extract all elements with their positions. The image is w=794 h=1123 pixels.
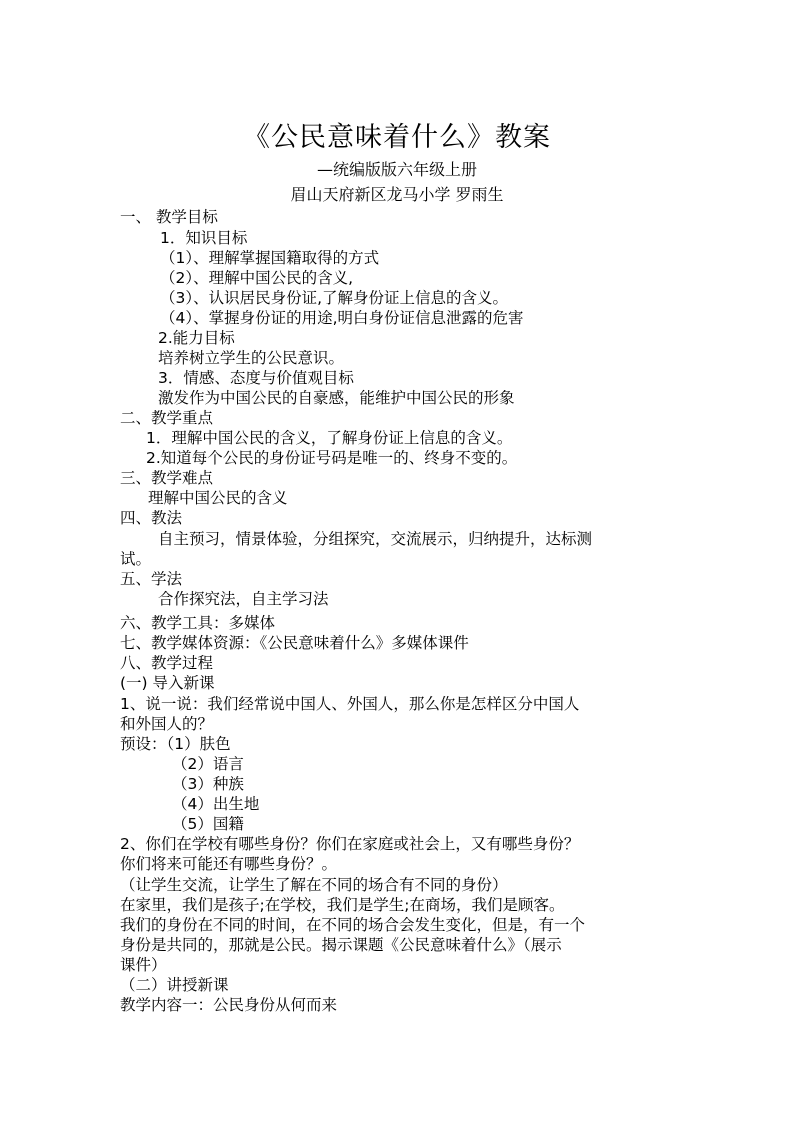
author-line: 眉山天府新区龙马小学 罗雨生 (290, 185, 504, 204)
section-8-heading: 八、教学过程 (120, 654, 214, 672)
key-point-2: 2.知道每个公民的身份证号码是唯一的、终身不变的。 (146, 449, 518, 467)
difficulty-point: 理解中国公民的含义 (148, 489, 288, 507)
knowledge-goal-2: （2）、理解中国公民的含义, (160, 269, 354, 287)
section-3-heading: 三、教学难点 (120, 469, 214, 487)
section-5-heading: 五、学法 (120, 570, 183, 588)
question-1-line-1: 1、说一说：我们经常说中国人、外国人，那么你是怎样区分中国人 (120, 695, 580, 713)
teaching-method-line-2: 试。 (120, 550, 152, 568)
part-1-heading: (一) 导入新课 (120, 674, 215, 692)
paragraph-line-4: 课件） (120, 956, 167, 974)
part-2-heading: （二）讲授新课 (120, 976, 229, 994)
teaching-method-line-1: 自主预习，情景体验，分组探究，交流展示，归纳提升，达标测 (158, 530, 593, 548)
knowledge-goal-1: （1）、理解掌握国籍取得的方式 (160, 249, 380, 267)
knowledge-goal-title: 1．知识目标 (160, 229, 248, 247)
ability-goal-text: 培养树立学生的公民意识。 (158, 349, 345, 367)
section-6-tools: 六、教学工具：多媒体 (120, 614, 276, 632)
question-1-line-2: 和外国人的？ (120, 715, 214, 733)
section-4-heading: 四、教法 (120, 509, 183, 527)
question-2-line-2: 你们将来可能还有哪些身份？。 (120, 855, 338, 873)
preset-answer-3: （3）种族 (172, 775, 244, 793)
knowledge-goal-4: （4）、掌握身份证的用途,明白身份证信息泄露的危害 (160, 309, 524, 327)
question-2-line-1: 2、你们在学校有哪些身份？你们在家庭或社会上，又有哪些身份？ (120, 835, 580, 853)
emotion-goal-title: 3．情感、态度与价值观目标 (158, 369, 354, 387)
key-point-1: 1．理解中国公民的含义，了解身份证上信息的含义。 (146, 429, 513, 447)
preset-answer-4: （4）出生地 (172, 795, 260, 813)
document-title: 《公民意味着什么》教案 (243, 122, 551, 153)
preset-answer-1: 预设：（1）肤色 (120, 735, 231, 753)
emotion-goal-text: 激发作为中国公民的自豪感，能维护中国公民的形象 (158, 389, 515, 407)
preset-answer-5: （5）国籍 (172, 815, 244, 833)
paragraph-line-1: 在家里，我们是孩子;在学校，我们是学生;在商场，我们是顾客。 (120, 896, 565, 914)
learning-method: 合作探究法，自主学习法 (158, 590, 329, 608)
ability-goal-title: 2.能力目标 (158, 329, 235, 347)
preset-answer-2: （2）语言 (172, 755, 244, 773)
paragraph-line-2: 我们的身份在不同的时间，在不同的场合会发生变化，但是，有一个 (120, 916, 586, 934)
knowledge-goal-3: （3）、认识居民身份证,了解身份证上信息的含义。 (160, 289, 509, 307)
paragraph-line-3: 身份是共同的，那就是公民。揭示课题《公民意味着什么》（展示 (120, 936, 562, 954)
section-2-heading: 二、教学重点 (120, 409, 214, 427)
section-7-resources: 七、教学媒体资源：《公民意味着什么》多媒体课件 (120, 634, 469, 652)
teaching-content-1: 教学内容一：公民身份从何而来 (120, 996, 338, 1014)
document-subtitle: —统编版版六年级上册 (316, 160, 477, 179)
section-1-heading: 一、 教学目标 (120, 208, 218, 226)
discussion-note: （让学生交流，让学生了解在不同的场合有不同的身份） (120, 876, 508, 894)
